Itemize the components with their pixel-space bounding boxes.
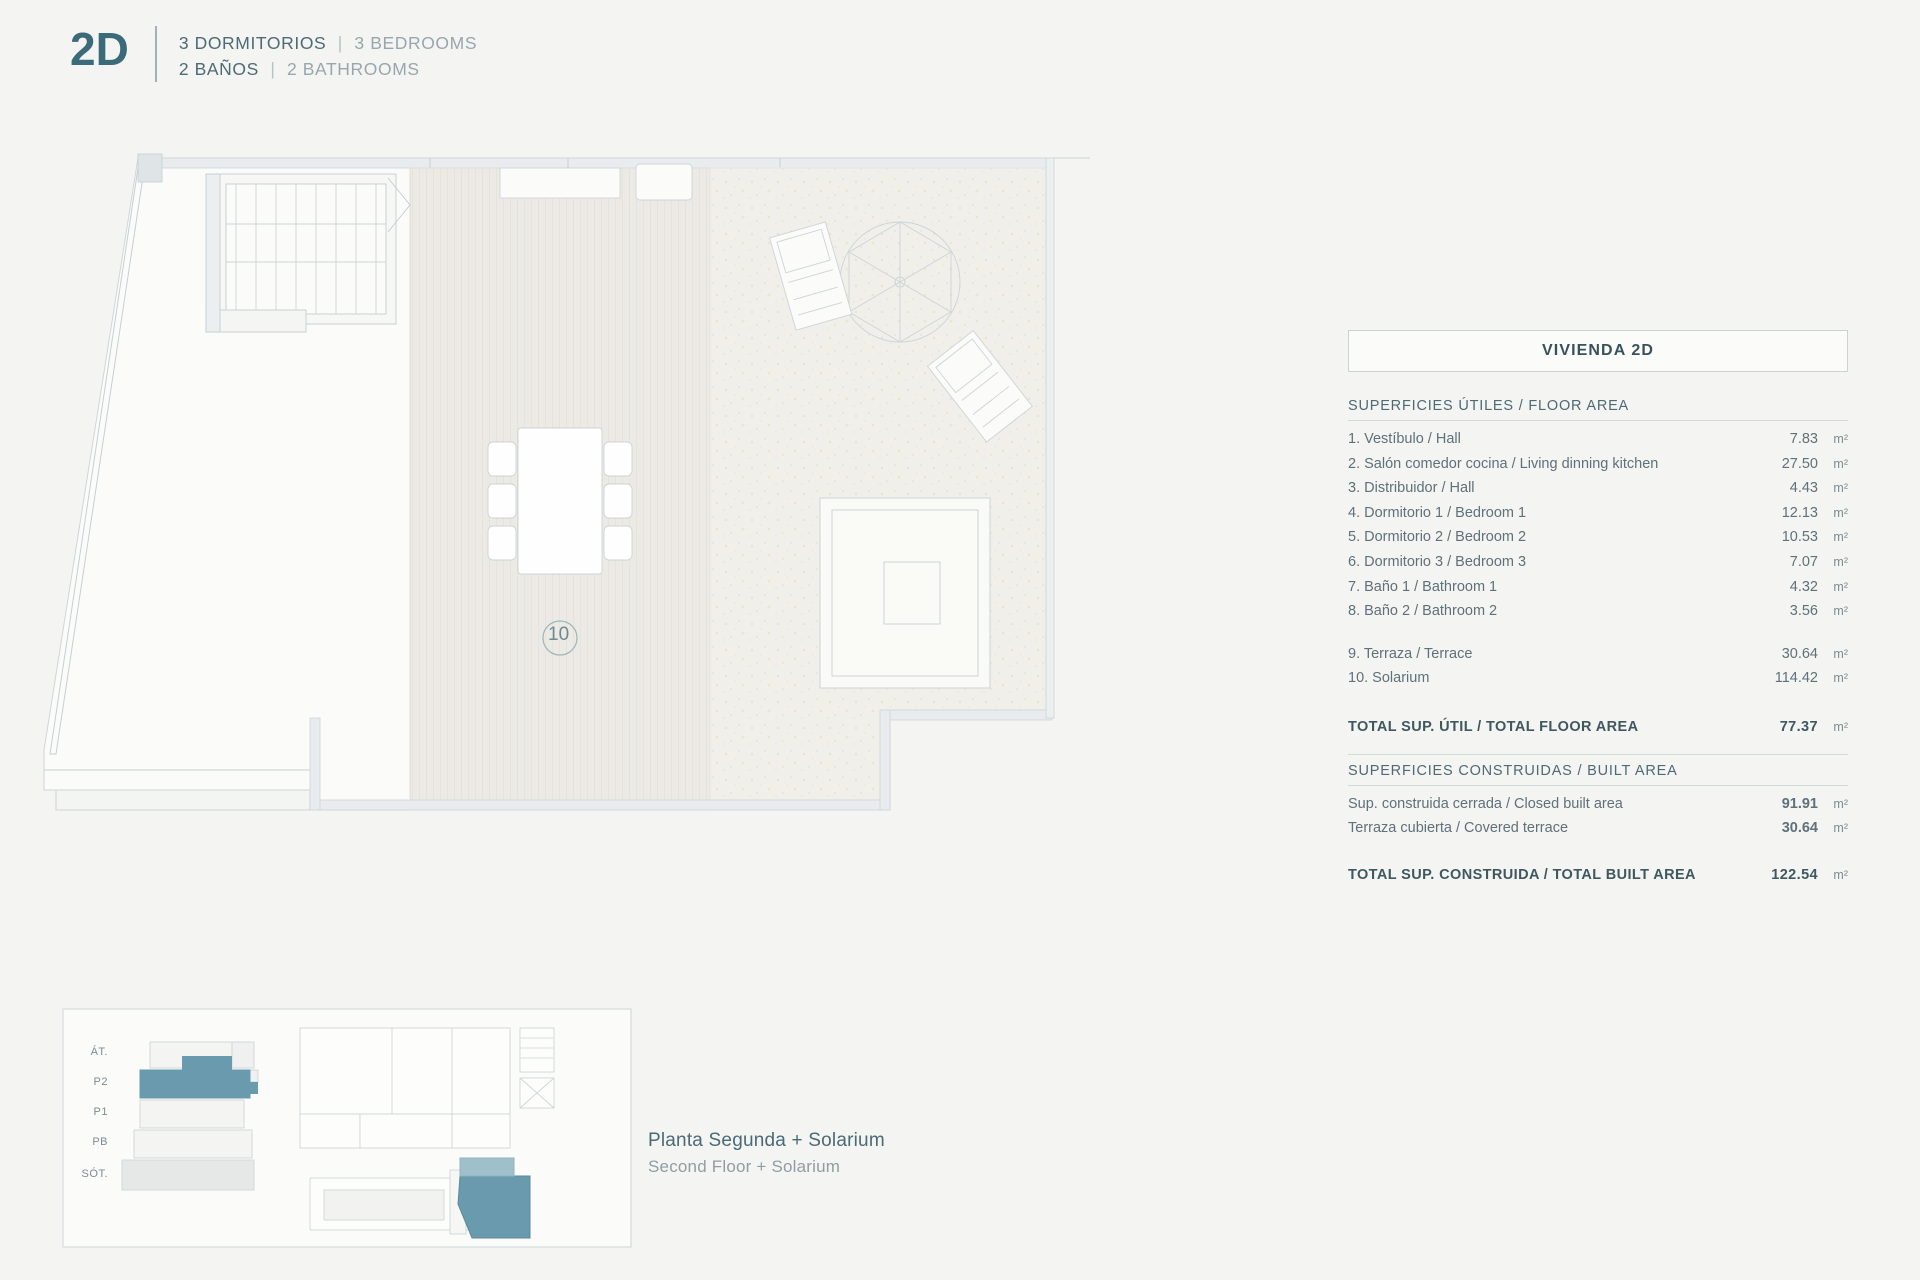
bathrooms-line — [179, 56, 477, 82]
staircase — [206, 174, 410, 332]
floor-label: P1 — [93, 1106, 108, 1118]
total-built-area-label: TOTAL SUP. CONSTRUIDA / TOTAL BUILT AREA — [1348, 866, 1696, 883]
area-schedule-panel — [1348, 330, 1848, 887]
room-label: 6. Dormitorio 3 / Bedroom 3 — [1348, 553, 1527, 570]
room-area: 27.50 — [1781, 455, 1818, 472]
floor-area-heading: SUPERFICIES ÚTILES / FLOOR AREA — [1348, 398, 1848, 421]
separator-icon: | — [337, 33, 343, 53]
floor-label: PB — [92, 1136, 108, 1148]
room-label: 10. Solarium — [1348, 670, 1430, 687]
bedrooms-es: 3 DORMITORIOS — [178, 33, 327, 53]
floor-plan-svg — [20, 150, 1340, 840]
header-text-block — [179, 22, 477, 82]
table-row — [1348, 816, 1848, 841]
unit-label: m² — [1833, 867, 1848, 882]
spacer — [1348, 841, 1848, 863]
locator-diagram — [62, 1008, 632, 1248]
total-built-area-row — [1348, 863, 1848, 888]
locator-caption-es: Planta Segunda + Solarium — [648, 1130, 885, 1151]
table-row — [1348, 792, 1848, 817]
table-row — [1348, 666, 1848, 691]
locator-svg — [62, 1008, 632, 1248]
unit-label: m² — [1833, 554, 1848, 569]
built-value: 30.64 — [1781, 820, 1818, 837]
unit-code: 2D — [70, 23, 129, 75]
room-label: 7. Baño 1 / Bathroom 1 — [1348, 578, 1498, 595]
room-area: 7.07 — [1789, 553, 1818, 570]
table-row — [1348, 525, 1848, 550]
floor-plan-drawing — [20, 150, 1340, 840]
unit-label: m² — [1833, 719, 1848, 734]
unit-title-box — [1348, 330, 1848, 372]
table-row — [1348, 599, 1848, 624]
room-label: 1. Vestíbulo / Hall — [1348, 431, 1461, 447]
room-marker-label: 10 — [548, 624, 570, 645]
room-label: 3. Distribuidor / Hall — [1348, 480, 1475, 497]
unit-label: m² — [1833, 432, 1848, 446]
room-label: 5. Dormitorio 2 / Bedroom 2 — [1348, 529, 1527, 546]
room-label: 8. Baño 2 / Bathroom 2 — [1348, 603, 1498, 620]
unit-label: m² — [1833, 579, 1848, 594]
table-row — [1348, 501, 1848, 526]
floor-label: ÁT. — [90, 1046, 108, 1058]
room-area: 12.13 — [1781, 504, 1818, 521]
room-list — [1348, 427, 1848, 624]
room-area: 3.56 — [1789, 603, 1818, 620]
unit-label: m² — [1833, 604, 1848, 619]
spacer — [1348, 624, 1848, 642]
unit-label: m² — [1833, 646, 1848, 661]
outdoor-list — [1348, 642, 1848, 691]
unit-label: m² — [1833, 505, 1848, 520]
unit-label: m² — [1833, 456, 1848, 471]
separator-icon: | — [270, 59, 276, 79]
unit-label: m² — [1833, 821, 1848, 836]
bathrooms-en: 2 BATHROOMS — [286, 59, 420, 79]
total-built-area-value: 122.54 — [1771, 866, 1818, 883]
built-value: 91.91 — [1781, 795, 1818, 812]
total-floor-area-value: 77.37 — [1779, 718, 1818, 735]
skylight — [820, 498, 990, 688]
header-divider — [155, 26, 157, 82]
sheet-header — [70, 22, 477, 82]
unit-label: m² — [1833, 796, 1848, 811]
bedrooms-line — [179, 30, 477, 56]
room-label: 9. Terraza / Terrace — [1348, 645, 1473, 662]
room-area: 114.42 — [1774, 670, 1818, 687]
table-row — [1348, 575, 1848, 600]
room-area: 7.83 — [1789, 431, 1818, 447]
locator-caption-en: Second Floor + Solarium — [648, 1157, 841, 1176]
room-area: 4.43 — [1789, 480, 1818, 497]
room-area: 10.53 — [1781, 529, 1818, 546]
table-row — [1348, 476, 1848, 501]
unit-title: VIVIENDA 2D — [1542, 342, 1654, 359]
total-floor-area-label: TOTAL SUP. ÚTIL / TOTAL FLOOR AREA — [1348, 718, 1639, 735]
room-area: 4.32 — [1789, 578, 1818, 595]
floor-label: P2 — [93, 1076, 108, 1088]
built-label: Sup. construida cerrada / Closed built area — [1348, 795, 1623, 812]
dining-set-icon — [488, 428, 632, 574]
divider — [1348, 754, 1848, 755]
table-row — [1348, 550, 1848, 575]
table-row — [1348, 642, 1848, 667]
unit-label: m² — [1833, 530, 1848, 545]
unit-label: m² — [1833, 671, 1848, 686]
built-list — [1348, 792, 1848, 841]
spacer — [1348, 691, 1848, 713]
floor-label: SÓT. — [81, 1168, 108, 1180]
unit-label: m² — [1833, 481, 1848, 496]
bedrooms-en: 3 BEDROOMS — [354, 33, 478, 53]
built-label: Terraza cubierta / Covered terrace — [1348, 820, 1569, 837]
room-area: 30.64 — [1781, 645, 1818, 662]
room-label: 4. Dormitorio 1 / Bedroom 1 — [1348, 504, 1527, 521]
built-area-heading: SUPERFICIES CONSTRUIDAS / BUILT AREA — [1348, 763, 1848, 786]
total-floor-area-row — [1348, 715, 1848, 740]
locator-caption — [648, 1128, 885, 1180]
table-row — [1348, 427, 1848, 452]
table-row — [1348, 452, 1848, 477]
bathrooms-es: 2 BAÑOS — [178, 59, 259, 79]
room-label: 2. Salón comedor cocina / Living dinning kitchen — [1348, 455, 1659, 472]
